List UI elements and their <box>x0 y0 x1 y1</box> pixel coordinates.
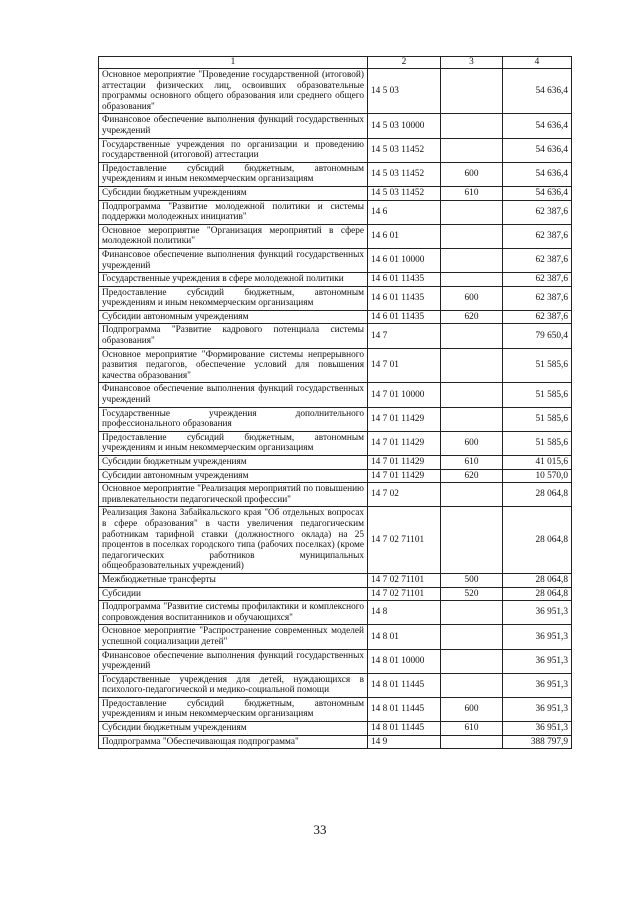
row-name-cell: Основное мероприятие "Распространение современных моделей успешной социализации детей" <box>99 625 368 649</box>
row-amount-cell: 36 951,3 <box>503 649 572 673</box>
row-amount-cell: 54 636,4 <box>503 186 572 200</box>
row-name-cell: Государственные учреждения для детей, нуждающихся в психолого-педагогической и медико-социальной помощи <box>99 673 368 697</box>
table-row <box>99 625 572 649</box>
row-code-cell: 14 5 03 11452 <box>368 138 441 162</box>
row-code-cell: 14 8 01 11445 <box>368 697 441 721</box>
row-amount-cell: 62 387,6 <box>503 248 572 272</box>
row-code-cell: 14 5 03 10000 <box>368 114 441 138</box>
row-amount-cell: 388 797,9 <box>503 735 572 749</box>
row-code-cell: 14 5 03 <box>368 69 441 114</box>
row-amount-cell: 36 951,3 <box>503 722 572 736</box>
row-amount-cell: 54 636,4 <box>503 114 572 138</box>
row-code-cell: 14 8 01 11445 <box>368 673 441 697</box>
row-name-cell: Основное мероприятие "Формирование системы непрерывного развития педагогов, обеспечение условий для повышения качества образования" <box>99 348 368 383</box>
table-row <box>99 69 572 114</box>
row-name-cell: Подпрограмма "Развитие системы профилактики и комплексного сопровождения воспитанников и обучающихся" <box>99 601 368 625</box>
table-row <box>99 286 572 310</box>
row-type-cell <box>441 483 503 507</box>
row-name-cell: Предоставление субсидий бюджетным, автономным учреждениям и иным некоммерческим организациям <box>99 431 368 455</box>
table-row <box>99 348 572 383</box>
row-name-cell: Государственные учреждения дополнительного профессионального образования <box>99 407 368 431</box>
row-amount-cell: 28 064,8 <box>503 587 572 601</box>
row-amount-cell: 10 570,0 <box>503 469 572 483</box>
row-code-cell: 14 7 01 11429 <box>368 431 441 455</box>
row-type-cell <box>441 248 503 272</box>
table-row <box>99 200 572 224</box>
row-amount-cell: 36 951,3 <box>503 697 572 721</box>
row-type-cell: 610 <box>441 722 503 736</box>
row-type-cell: 500 <box>441 573 503 587</box>
row-amount-cell: 51 585,6 <box>503 407 572 431</box>
row-name-cell: Предоставление субсидий бюджетным, автономным учреждениям и иным некоммерческим организациям <box>99 162 368 186</box>
table-row <box>99 649 572 673</box>
row-amount-cell: 54 636,4 <box>503 162 572 186</box>
row-type-cell <box>441 273 503 287</box>
table-row <box>99 310 572 324</box>
row-amount-cell: 36 951,3 <box>503 601 572 625</box>
header-row <box>99 57 572 69</box>
table-row <box>99 162 572 186</box>
row-code-cell: 14 6 01 11435 <box>368 286 441 310</box>
table-row <box>99 224 572 248</box>
table-row <box>99 186 572 200</box>
row-type-cell <box>441 138 503 162</box>
row-name-cell: Межбюджетные трансферты <box>99 573 368 587</box>
table-row <box>99 735 572 749</box>
table-row <box>99 601 572 625</box>
row-type-cell <box>441 673 503 697</box>
table-row <box>99 456 572 470</box>
row-code-cell: 14 6 01 <box>368 224 441 248</box>
header-col-1: 1 <box>99 57 368 69</box>
row-type-cell: 620 <box>441 469 503 483</box>
row-name-cell: Предоставление субсидий бюджетным, автономным учреждениям и иным некоммерческим организациям <box>99 286 368 310</box>
header-col-2: 2 <box>368 57 441 69</box>
row-type-cell: 600 <box>441 162 503 186</box>
budget-table <box>98 56 572 749</box>
row-code-cell: 14 7 02 71101 <box>368 587 441 601</box>
row-name-cell: Реализация Закона Забайкальского края "Об отдельных вопросах в сфере образования" в части увеличения педагогическим работникам тарифной ставки (должностного оклада) на 25 процентов в поселках городского типа (рабочих поселках) (кроме педагогических работников муниципальных общеобразовательных учреждений) <box>99 507 368 574</box>
table-row <box>99 507 572 574</box>
row-code-cell: 14 8 01 11445 <box>368 722 441 736</box>
row-type-cell <box>441 735 503 749</box>
row-type-cell: 520 <box>441 587 503 601</box>
row-code-cell: 14 8 01 <box>368 625 441 649</box>
row-name-cell: Основное мероприятие "Проведение государственной (итоговой) аттестации физических лиц, освоивших образовательные программы основного общего образования или среднего общего образования" <box>99 69 368 114</box>
row-code-cell: 14 7 02 71101 <box>368 573 441 587</box>
row-code-cell: 14 7 <box>368 324 441 348</box>
table-row <box>99 114 572 138</box>
row-type-cell <box>441 601 503 625</box>
table-row <box>99 407 572 431</box>
row-name-cell: Субсидии бюджетным учреждениям <box>99 722 368 736</box>
row-type-cell <box>441 625 503 649</box>
row-name-cell: Государственные учреждения по организации и проведению государственной (итоговой) аттестации <box>99 138 368 162</box>
row-name-cell: Финансовое обеспечение выполнения функций государственных учреждений <box>99 248 368 272</box>
row-code-cell: 14 8 <box>368 601 441 625</box>
row-amount-cell: 79 650,4 <box>503 324 572 348</box>
row-amount-cell: 28 064,8 <box>503 573 572 587</box>
row-code-cell: 14 7 01 11429 <box>368 407 441 431</box>
row-code-cell: 14 9 <box>368 735 441 749</box>
row-name-cell: Субсидии <box>99 587 368 601</box>
row-name-cell: Подпрограмма "Развитие кадрового потенциала системы образования" <box>99 324 368 348</box>
row-amount-cell: 36 951,3 <box>503 673 572 697</box>
row-type-cell <box>441 324 503 348</box>
row-code-cell: 14 7 02 <box>368 483 441 507</box>
row-amount-cell: 41 015,6 <box>503 456 572 470</box>
row-name-cell: Подпрограмма "Обеспечивающая подпрограмма" <box>99 735 368 749</box>
row-name-cell: Финансовое обеспечение выполнения функций государственных учреждений <box>99 114 368 138</box>
row-type-cell: 610 <box>441 186 503 200</box>
table-row <box>99 587 572 601</box>
row-code-cell: 14 6 01 11435 <box>368 310 441 324</box>
row-amount-cell: 28 064,8 <box>503 483 572 507</box>
row-code-cell: 14 7 02 71101 <box>368 507 441 574</box>
row-amount-cell: 62 387,6 <box>503 224 572 248</box>
row-code-cell: 14 5 03 11452 <box>368 162 441 186</box>
row-type-cell: 600 <box>441 431 503 455</box>
table-row <box>99 273 572 287</box>
row-name-cell: Основное мероприятие "Реализация мероприятий по повышению привлекательности педагогической профессии" <box>99 483 368 507</box>
row-type-cell <box>441 69 503 114</box>
table-row <box>99 469 572 483</box>
row-amount-cell: 36 951,3 <box>503 625 572 649</box>
row-amount-cell: 51 585,6 <box>503 348 572 383</box>
row-name-cell: Финансовое обеспечение выполнения функций государственных учреждений <box>99 649 368 673</box>
table-row <box>99 383 572 407</box>
table-row <box>99 673 572 697</box>
table-body <box>99 69 572 749</box>
row-type-cell: 610 <box>441 456 503 470</box>
row-amount-cell: 51 585,6 <box>503 431 572 455</box>
row-name-cell: Основное мероприятие "Организация мероприятий в сфере молодежной политики" <box>99 224 368 248</box>
table-row <box>99 483 572 507</box>
header-col-3: 3 <box>441 57 503 69</box>
row-amount-cell: 62 387,6 <box>503 200 572 224</box>
row-name-cell: Субсидии бюджетным учреждениям <box>99 186 368 200</box>
row-amount-cell: 54 636,4 <box>503 69 572 114</box>
row-amount-cell: 62 387,6 <box>503 310 572 324</box>
row-name-cell: Подпрограмма "Развитие молодежной политики и системы поддержки молодежных инициатив" <box>99 200 368 224</box>
row-code-cell: 14 7 01 11429 <box>368 456 441 470</box>
row-code-cell: 14 7 01 10000 <box>368 383 441 407</box>
row-amount-cell: 51 585,6 <box>503 383 572 407</box>
row-code-cell: 14 6 <box>368 200 441 224</box>
row-type-cell <box>441 649 503 673</box>
row-code-cell: 14 6 01 11435 <box>368 273 441 287</box>
page-number: 33 <box>313 822 327 837</box>
row-amount-cell: 54 636,4 <box>503 138 572 162</box>
row-type-cell <box>441 507 503 574</box>
table-row <box>99 722 572 736</box>
row-type-cell <box>441 200 503 224</box>
row-type-cell <box>441 114 503 138</box>
row-code-cell: 14 7 01 <box>368 348 441 383</box>
row-code-cell: 14 6 01 10000 <box>368 248 441 272</box>
table-row <box>99 248 572 272</box>
row-code-cell: 14 8 01 10000 <box>368 649 441 673</box>
row-name-cell: Субсидии бюджетным учреждениям <box>99 456 368 470</box>
row-type-cell: 600 <box>441 697 503 721</box>
row-type-cell <box>441 383 503 407</box>
row-name-cell: Предоставление субсидий бюджетным, автономным учреждениям и иным некоммерческим организациям <box>99 697 368 721</box>
row-code-cell: 14 7 01 11429 <box>368 469 441 483</box>
row-amount-cell: 28 064,8 <box>503 507 572 574</box>
table-row <box>99 324 572 348</box>
header-col-4: 4 <box>503 57 572 69</box>
row-type-cell <box>441 348 503 383</box>
row-name-cell: Субсидии автономным учреждениям <box>99 310 368 324</box>
table-row <box>99 138 572 162</box>
table-row <box>99 431 572 455</box>
row-type-cell <box>441 224 503 248</box>
table-row <box>99 573 572 587</box>
row-amount-cell: 62 387,6 <box>503 286 572 310</box>
row-amount-cell: 62 387,6 <box>503 273 572 287</box>
row-type-cell <box>441 407 503 431</box>
table-row <box>99 697 572 721</box>
row-name-cell: Субсидии автономным учреждениям <box>99 469 368 483</box>
row-type-cell: 600 <box>441 286 503 310</box>
row-code-cell: 14 5 03 11452 <box>368 186 441 200</box>
row-name-cell: Государственные учреждения в сфере молодежной политики <box>99 273 368 287</box>
row-type-cell: 620 <box>441 310 503 324</box>
row-name-cell: Финансовое обеспечение выполнения функций государственных учреждений <box>99 383 368 407</box>
